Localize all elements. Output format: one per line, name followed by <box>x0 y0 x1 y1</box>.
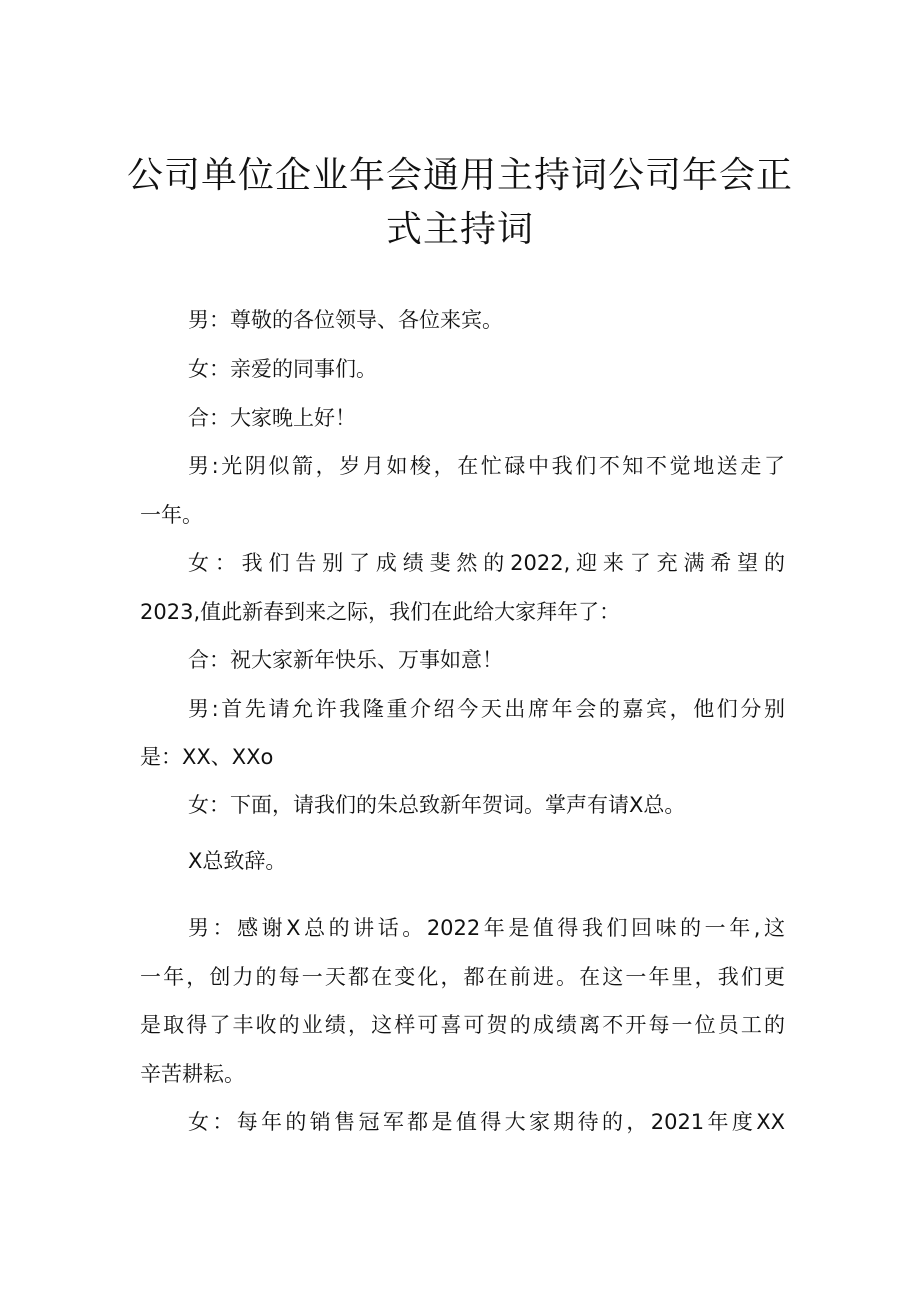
text-line: 辛苦耕耘。 <box>140 1062 245 1086</box>
text-line: 是：XX、XXo <box>140 745 274 769</box>
text-line: 一年，创力的每一天都在变化，都在前进。在这一年里，我们更 <box>140 965 785 989</box>
text-line: X总致辞。 <box>188 849 287 873</box>
text-line: 男:光阴似箭，岁月如梭，在忙碌中我们不知不觉地送走了 <box>188 454 785 478</box>
text-line: 女：亲爱的同事们。 <box>188 357 377 381</box>
text-line: 2023,值此新春到来之际，我们在此给大家拜年了： <box>140 600 621 624</box>
text-line: 合：大家晚上好！ <box>188 406 356 430</box>
text-line: 是取得了丰收的业绩，这样可喜可贺的成绩离不开每一位员工的 <box>140 1013 785 1037</box>
text-line: 男：尊敬的各位领导、各位来宾。 <box>188 308 503 332</box>
text-line: 合：祝大家新年快乐、万事如意！ <box>188 648 503 672</box>
text-line: 女：我们告别了成绩斐然的2022,迎来了充满希望的 <box>188 551 785 575</box>
text-line: 女：每年的销售冠军都是值得大家期待的，2021年度XX <box>188 1110 785 1134</box>
document-title-line-2: 式主持词 <box>385 209 534 250</box>
document-title-line-1: 公司单位企业年会通用主持词公司年会正 <box>126 155 793 196</box>
text-line: 女：下面，请我们的朱总致新年贺词。掌声有请X总。 <box>188 793 686 817</box>
text-line: 男:首先请允许我隆重介绍今天出席年会的嘉宾，他们分别 <box>188 697 785 721</box>
text-line: 男：感谢X总的讲话。2022年是值得我们回味的一年,这 <box>188 916 785 940</box>
text-line: 一年。 <box>140 503 203 527</box>
